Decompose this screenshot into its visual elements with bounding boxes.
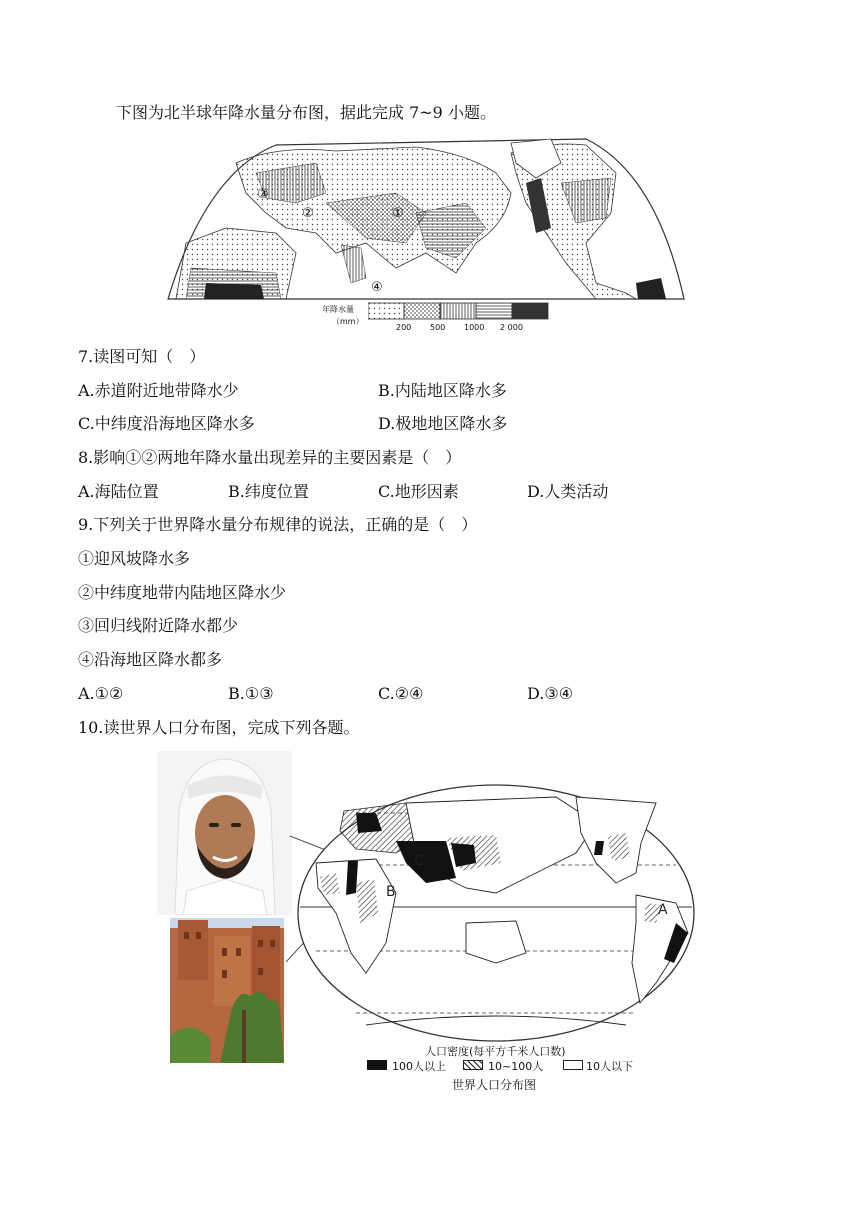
q9-statement-3: ③回归线附近降水都少 [78,616,239,635]
precipitation-map [166,133,686,303]
legend-unit: （mm） [332,317,364,326]
precipitation-legend [320,302,560,336]
marker-2: ② [302,206,314,221]
q7-stem: 7.读图可知（ ） [78,347,206,366]
label-c: C [414,853,424,869]
q7-option-b: B.内陆地区降水多 [378,381,507,400]
label-a: A [658,902,668,918]
legend-value-2000: 2 000 [500,323,523,332]
marker-1: ① [392,206,404,221]
world-population-map [296,783,696,1043]
q7-option-d: D.极地地区降水多 [378,414,508,433]
q7-option-a: A.赤道附近地带降水少 [78,381,239,400]
adobe-village-photo [170,918,284,1063]
marker-3: ③ [257,187,269,202]
q8-option-a: A.海陆位置 [78,482,159,501]
legend-swatch-medium [463,1060,483,1070]
legend-swatch-low [563,1060,583,1070]
q8-option-c: C.地形因素 [378,482,459,501]
q9-option-d: D.③④ [527,684,574,703]
legend-label-low: 10人以下 [586,1060,633,1073]
q8-option-d: D.人类活动 [527,482,609,501]
legend-value-1000: 1000 [464,323,485,332]
legend-value-200: 200 [396,323,412,332]
q7-option-c: C.中纬度沿海地区降水多 [78,414,255,433]
q9-stem: 9.下列关于世界降水量分布规律的说法，正确的是（ ） [78,515,478,534]
population-legend-title: 人口密度(每平方千米人口数) [425,1045,566,1058]
population-map-caption: 世界人口分布图 [452,1078,537,1092]
legend-title: 年降水量 [322,305,354,314]
q9-option-c: C.②④ [378,684,424,703]
q10-stem: 10.读世界人口分布图，完成下列各题。 [78,718,360,737]
intro-text: 下图为北半球年降水量分布图，据此完成 7~9 小题。 [116,103,496,122]
q9-statement-1: ①迎风坡降水多 [78,549,191,568]
q9-option-a: A.①② [78,684,124,703]
q9-statement-4: ④沿海地区降水都多 [78,650,223,669]
q9-option-b: B.①③ [228,684,274,703]
legend-swatch-high [367,1060,387,1070]
marker-4: ④ [371,280,383,295]
man-portrait-photo [157,751,292,915]
q8-option-b: B.纬度位置 [228,482,309,501]
q9-statement-2: ②中纬度地带内陆地区降水少 [78,583,287,602]
q8-stem: 8.影响①②两地年降水量出现差异的主要因素是（ ） [78,448,462,467]
legend-label-high: 100人以上 [392,1060,446,1073]
legend-value-500: 500 [430,323,446,332]
label-b: B [386,884,396,900]
legend-label-medium: 10~100人 [488,1060,544,1073]
